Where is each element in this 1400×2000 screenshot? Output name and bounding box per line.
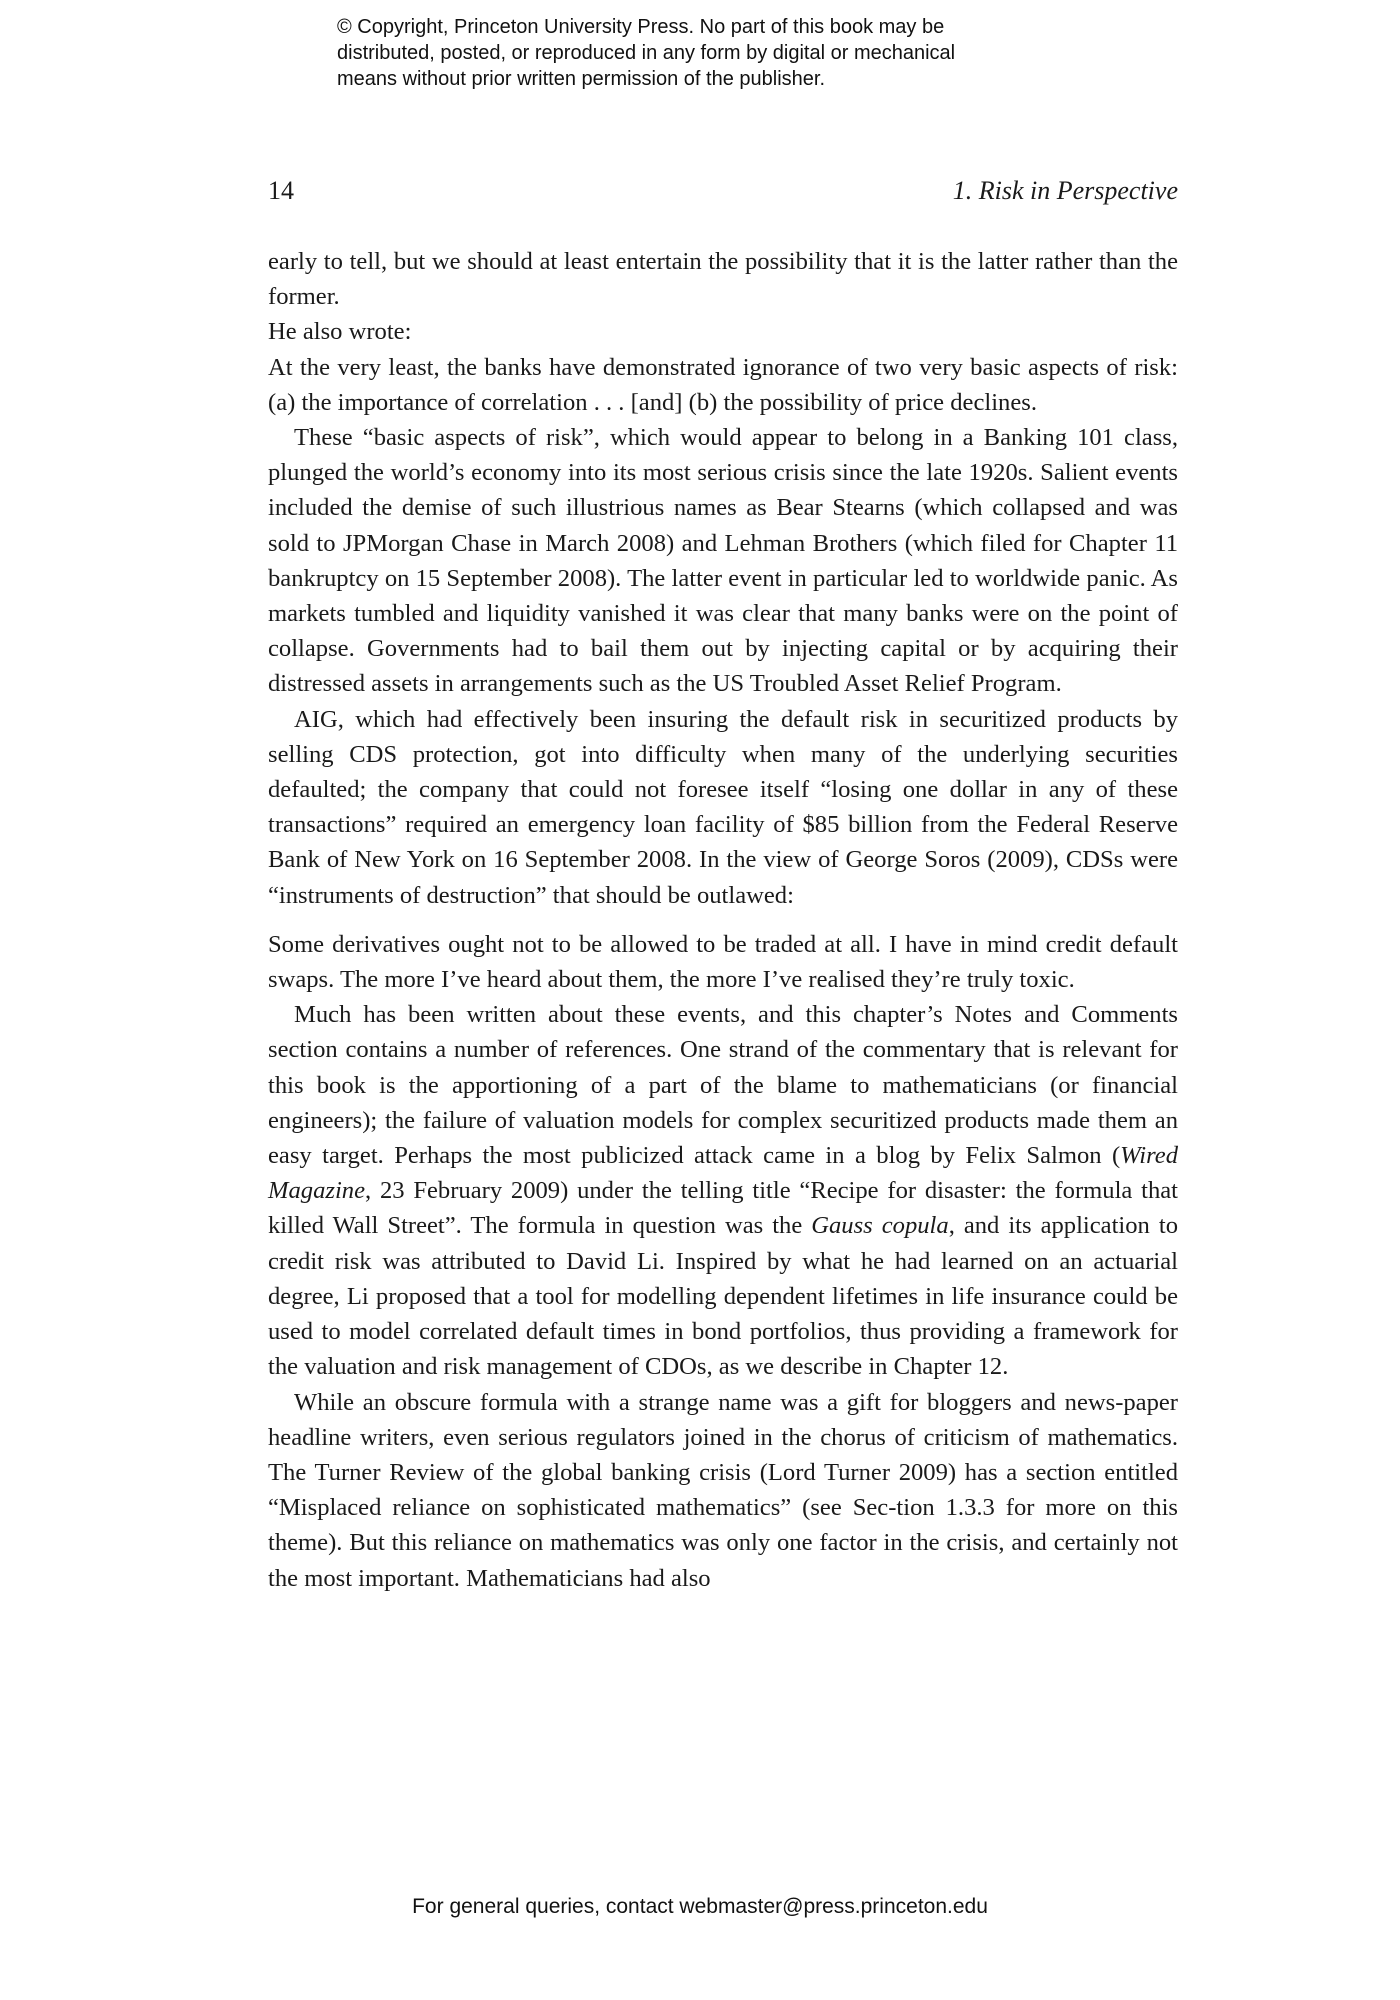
lead-in-text: He also wrote: xyxy=(268,318,412,346)
running-head xyxy=(268,176,1178,216)
wired-magazine-title: Wired Magazine xyxy=(268,1142,1178,1205)
paragraph-basic-aspects: These “basic aspects of risk”, which would appear to belong in a Banking 101 class, plunged the world’s economy into its most serious crisis since the late 1920s. Salient events included the demise of such illustrious names as Bear Stearns (which collapsed and was sold to JPMorgan Chase in March 2008) and Lehman Brothers (which filed for Chapter 11 bankruptcy on 15 September 2008). The latter event in particular led to worldwide panic. As markets tumbled and liquidity vanished it was clear that many banks were on the point of collapse. Governments had to bail them out by injecting capital or by acquiring their distressed assets in arrangements such as the US Troubled Asset Relief Program. xyxy=(268,424,1178,698)
paragraph-much-text-3: , and its application to credit risk was attributed to David Li. Inspired by what he had learned on an actuarial degree, Li proposed that a tool for modelling dependent lifetimes in life insurance could be used to model correlated default times in bond portfolios, thus providing a framework for the valuation and risk management of CDOs, as we describe in Chapter 12. xyxy=(268,1212,1178,1381)
footer-contact: For general queries, contact webmaster@press.princeton.edu xyxy=(412,1895,988,1918)
paragraph-much-text-1: Much has been written about these events, and this chapter’s Notes and Comments section contains a number of references. One strand of the commentary that is relevant for this book is the apportioning of a part of the blame to mathematicians (or financial engineers); the failure of valuation models for complex securitized products made them an easy target. Perhaps the most publicized attack came in a blog by Felix Salmon ( xyxy=(268,1001,1178,1170)
copyright-line-2: distributed, posted, or reproduced in any form by digital or mechanical xyxy=(337,42,956,64)
gauss-copula-term: Gauss copula xyxy=(811,1212,949,1240)
quote-banks: At the very least, the banks have demonstrated ignorance of two very basic aspects of risk: (a) the importance of correlation . . . [and] (b) the possibility of price declines. xyxy=(268,353,1178,416)
paragraph-much-text-2: , 23 February 2009) under the telling title “Recipe for disaster: the formula that killed Wall Street”. The formula in question was the xyxy=(268,1177,1178,1240)
page-number: 14 xyxy=(268,176,294,205)
copyright-line-3: means without prior written permission of the publisher. xyxy=(337,68,826,90)
paragraph-much-written xyxy=(268,997,1178,1384)
quote-soros: Some derivatives ought not to be allowed to be traded at all. I have in mind credit default swaps. The more I’ve heard about them, the more I’ve realised they’re truly toxic. xyxy=(268,930,1178,994)
page-body xyxy=(268,244,1178,1596)
copyright-line-1: © Copyright, Princeton University Press. No part of this book may be xyxy=(337,16,945,38)
quote-continuation: early to tell, but we should at least entertain the possibility that it is the latter rather than the former. xyxy=(268,248,1178,311)
paragraph-aig: AIG, which had effectively been insuring the default risk in securitized products by selling CDS protection, got into difficulty when many of the underlying securities defaulted; the company that could not foresee itself “losing one dollar in any of these transactions” required an emergency loan facility of $85 billion from the Federal Reserve Bank of New York on 16 September 2008. In the view of George Soros (2009), CDSs were “instruments of destruction” that should be outlawed: xyxy=(268,705,1178,909)
chapter-title: 1. Risk in Perspective xyxy=(952,176,1178,205)
paragraph-obscure-formula: While an obscure formula with a strange name was a gift for bloggers and news-paper headline writers, even serious regulators joined in the chorus of criticism of mathematics. The Turner Review of the global banking crisis (Lord Turner 2009) has a section entitled “Misplaced reliance on sophisticated mathematics” (see Sec-tion 1.3.3 for more on this theme). But this reliance on mathematics was only one factor in the crisis, and certainly not the most important. Mathematicians had also xyxy=(268,1388,1178,1592)
copyright-notice xyxy=(337,14,1097,92)
